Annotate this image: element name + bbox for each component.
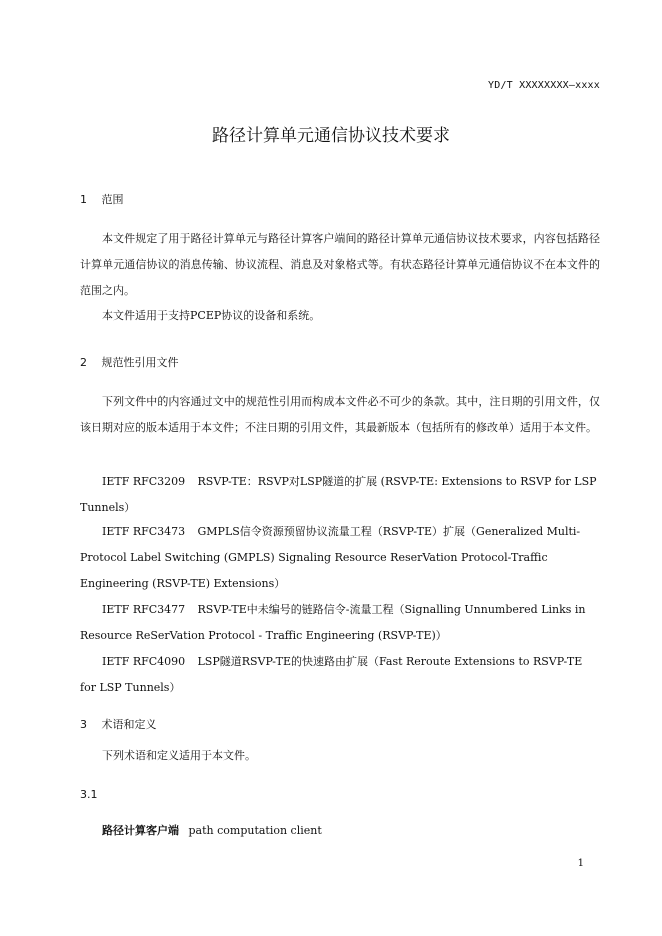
- reference-text: LSP隧道RSVP-TE的快速路由扩展（Fast Reroute Extensions to RSVP-TE for LSP Tunnels）: [80, 655, 583, 694]
- reference-code: IETF RFC4090: [102, 655, 186, 668]
- term-english: path computation client: [188, 824, 322, 837]
- term-chinese: 路径计算客户端: [102, 824, 179, 837]
- reference-code: IETF RFC3209: [102, 475, 186, 488]
- section-number: 3: [80, 718, 87, 731]
- section-number: 1: [80, 193, 87, 206]
- reference-text: RSVP-TE中未编号的链路信令-流量工程（Signalling Unnumbered Links in Resource ReSerVation Protocol - Traffic Engineering (RSVP-TE)）: [80, 603, 586, 642]
- section-number: 2: [80, 356, 87, 369]
- document-title: 路径计算单元通信协议技术要求: [212, 126, 450, 146]
- section-1-heading: [80, 191, 124, 207]
- section-2-heading: [80, 354, 179, 370]
- section-title: 规范性引用文件: [101, 356, 179, 369]
- scope-paragraph-2: 本文件适用于支持PCEP协议的设备和系统。: [102, 309, 321, 322]
- reference-text: RSVP-TE：RSVP对LSP隧道的扩展 (RSVP-TE: Extensions to RSVP for LSP Tunnels）: [80, 475, 597, 514]
- term-entry: [102, 822, 322, 838]
- reference-item: [80, 519, 600, 597]
- reference-code: IETF RFC3477: [102, 603, 186, 616]
- reference-item: [80, 597, 600, 649]
- section-title: 术语和定义: [101, 718, 157, 731]
- document-code: YD/T XXXXXXXX—xxxx: [488, 80, 600, 91]
- reference-code: IETF RFC3473: [102, 525, 186, 538]
- subsection-number: 3.1: [80, 788, 98, 801]
- scope-paragraph-1: 本文件规定了用于路径计算单元与路径计算客户端间的路径计算单元通信协议技术要求，内容包括路径计算单元通信协议的消息传输、协议流程、消息及对象格式等。有状态路径计算单元通信协议不在本文件的范围之内。: [80, 232, 600, 297]
- terms-intro: 下列术语和定义适用于本文件。: [102, 749, 256, 762]
- reference-item: [80, 469, 600, 521]
- section-title: 范围: [101, 193, 124, 206]
- reference-text: GMPLS信令资源预留协议流量工程（RSVP-TE）扩展（Generalized Multi-Protocol Label Switching (GMPLS) Signaling Resource ReserVation Protocol-Traffic Engineering (RSVP-TE) Extensions）: [80, 525, 581, 590]
- section-3-heading: [80, 716, 157, 732]
- references-intro: 下列文件中的内容通过文中的规范性引用而构成本文件必不可少的条款。其中，注日期的引用文件，仅该日期对应的版本适用于本文件；不注日期的引用文件，其最新版本（包括所有的修改单）适用于本文件。: [80, 395, 600, 434]
- page-number: 1: [577, 858, 584, 869]
- reference-item: [80, 649, 600, 701]
